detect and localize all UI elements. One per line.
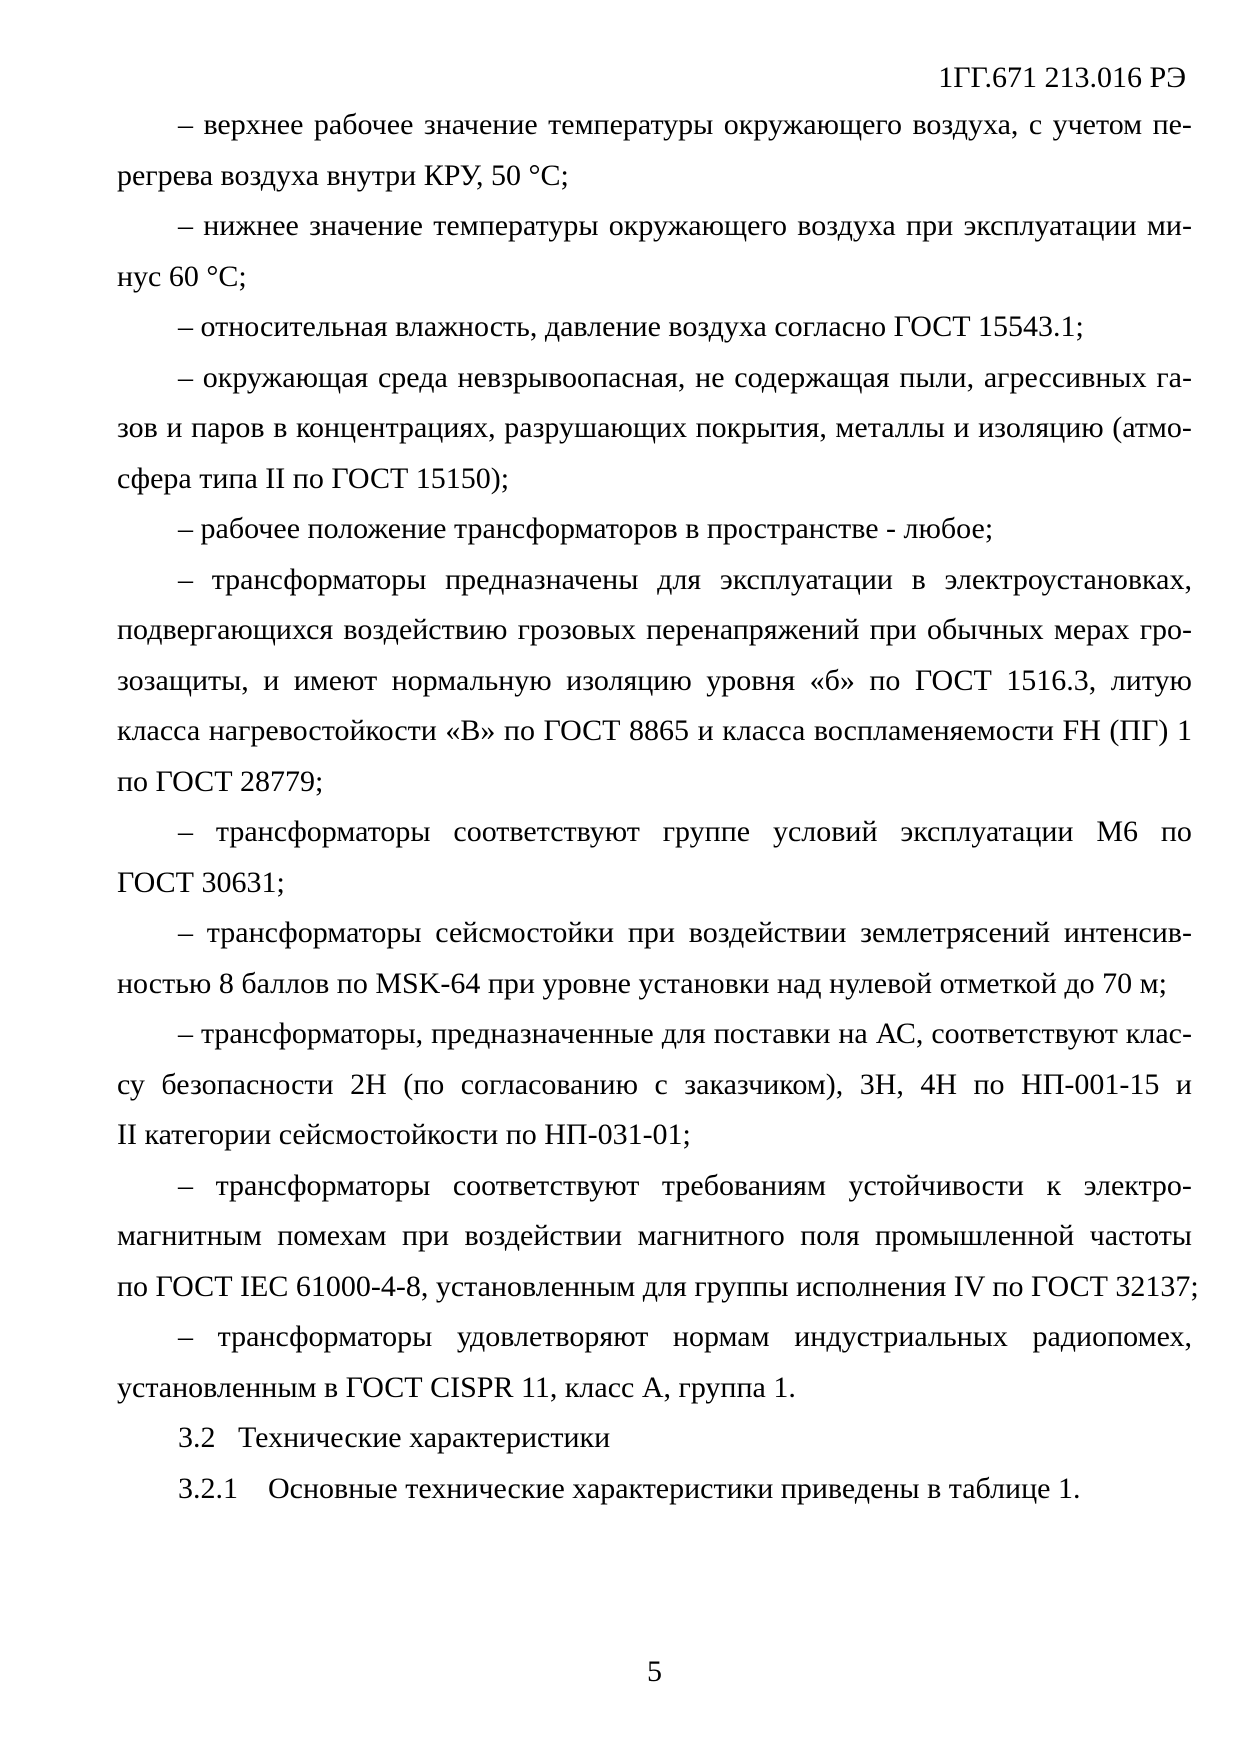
paragraph [117, 1464, 1192, 1515]
text-line: 3.2 Технические характеристики [178, 1421, 611, 1454]
paragraph [117, 908, 1192, 1009]
text-line: нус 60 °С; [117, 259, 247, 293]
text-line: – трансформаторы предназначены для эксплуатации в электроустановках, [178, 562, 1192, 596]
paragraph [117, 504, 1192, 555]
text-line: – трансформаторы сейсмостойки при воздействии землетрясений интенсив- [178, 916, 1192, 949]
paragraph [117, 100, 1192, 201]
text-line: – трансформаторы соответствуют группе условий эксплуатации М6 по [178, 815, 1192, 848]
paragraph [117, 1009, 1192, 1161]
text-line: ГОСТ 30631; [117, 865, 285, 899]
text-line: – окружающая среда невзрывоопасная, не содержащая пыли, агрессивных га- [178, 360, 1192, 394]
text-line: – трансформаторы соответствуют требованиям устойчивости к электро- [178, 1168, 1192, 1202]
paragraph [117, 353, 1192, 505]
paragraph [117, 807, 1192, 908]
text-line: – трансформаторы удовлетворяют нормам индустриальных радиопомех, [178, 1320, 1192, 1353]
text-line: ностью 8 баллов по MSK-64 при уровне установки над нулевой отметкой до 70 м; [117, 966, 1167, 1000]
text-line: по ГОСТ 28779; [117, 764, 324, 798]
document-body [117, 100, 1199, 1514]
paragraph [117, 302, 1192, 353]
text-line: – верхнее рабочее значение температуры окружающего воздуха, с учетом пе- [178, 108, 1192, 141]
text-line: – относительная влажность, давление воздуха согласно ГОСТ 15543.1; [178, 310, 1084, 343]
paragraph [117, 201, 1192, 302]
text-line: – нижнее значение температуры окружающего воздуха при эксплуатации ми- [178, 209, 1192, 242]
text-line: регрева воздуха внутри КРУ, 50 °С; [117, 158, 569, 192]
section-heading [117, 1413, 1192, 1464]
paragraph [117, 1312, 1192, 1413]
page-number: 5 [647, 1655, 662, 1688]
text-line: – трансформаторы, предназначенные для поставки на АС, соответствуют клас- [178, 1017, 1192, 1050]
text-line: установленным в ГОСТ CISPR 11, класс А, группа 1. [117, 1370, 796, 1404]
text-line: су безопасности 2Н (по согласованию с заказчиком), 3Н, 4Н по НП-001-15 и [117, 1067, 1192, 1101]
paragraph [117, 1161, 1199, 1313]
document-code: 1ГГ.671 213.016 РЭ [938, 61, 1186, 94]
text-line: по ГОСТ IEC 61000-4-8, установленным для группы исполнения IV по ГОСТ 32137; [117, 1269, 1199, 1303]
text-line: подвергающихся воздействию грозовых перенапряжений при обычных мерах гро- [117, 613, 1192, 646]
text-line: зозащиты, и имеют нормальную изоляцию уровня «б» по ГОСТ 1516.3, литую [117, 663, 1192, 697]
text-line: II категории сейсмостойкости по НП-031-01; [117, 1118, 691, 1151]
text-line: – рабочее положение трансформаторов в пространстве - любое; [178, 512, 994, 545]
text-line: магнитным помехам при воздействии магнитного поля промышленной частоты [117, 1219, 1192, 1252]
text-line: 3.2.1 Основные технические характеристики приведены в таблице 1. [178, 1471, 1081, 1505]
text-line: сфера типа II по ГОСТ 15150); [117, 461, 510, 495]
paragraph [117, 555, 1192, 808]
text-line: зов и паров в концентрациях, разрушающих покрытия, металлы и изоляцию (атмо- [117, 411, 1192, 444]
text-line: класса нагревостойкости «В» по ГОСТ 8865 и класса воспламеняемости FH (ПГ) 1 [117, 714, 1192, 747]
